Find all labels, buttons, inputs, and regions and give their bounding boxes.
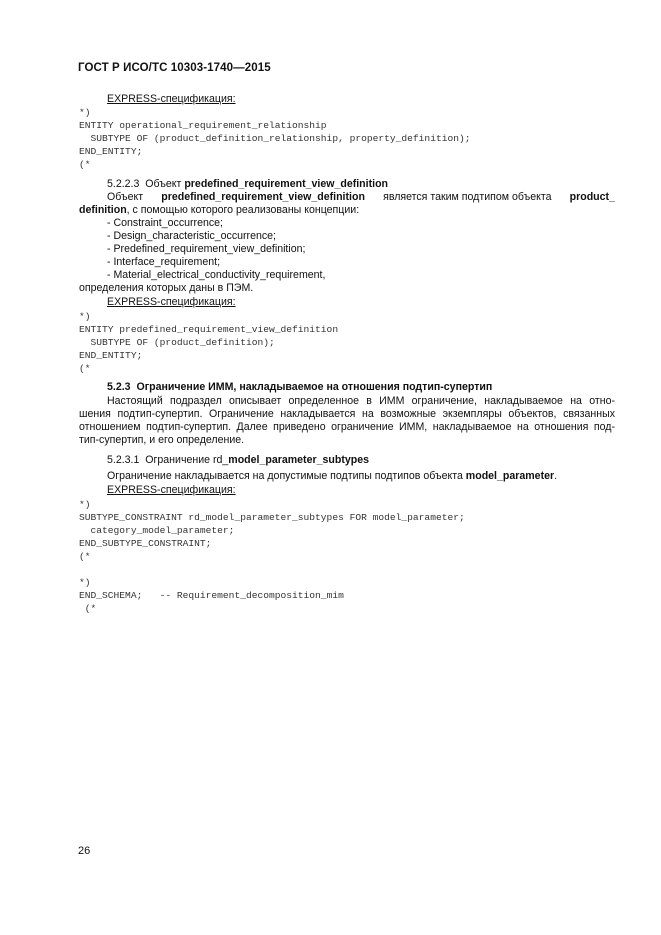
code-line: *) (79, 311, 91, 322)
section-heading-5231 (107, 454, 369, 467)
code-line: END_ENTITY; (79, 146, 143, 157)
paragraph-line: Настоящий подраздел описывает определенное в ИММ ограничение, накладываемое на отно- (107, 395, 615, 407)
paragraph-line (107, 191, 615, 204)
text-run: . (554, 470, 558, 482)
entity-name: model_parameter (465, 470, 555, 482)
code-line: END_SCHEMA; -- Requirement_decomposition_mim (79, 590, 344, 601)
code-line: *) (79, 577, 91, 588)
entity-name: predefined_requirement_view_definition (184, 178, 389, 190)
paragraph-line (107, 470, 557, 483)
section-heading-5223 (107, 178, 388, 191)
entity-name: definition (79, 204, 127, 216)
text-run: является таким подтипом объекта (383, 191, 552, 203)
paragraph-line (79, 204, 359, 217)
document-header: ГОСТ Р ИСО/ТС 10303-1740—2015 (78, 62, 271, 74)
paragraph-line: определения которых даны в ПЭМ. (79, 282, 254, 294)
code-line: SUBTYPE OF (product_definition); (79, 337, 275, 348)
text-run: , с помощью которого реализованы концепции: (126, 204, 360, 216)
code-line: *) (79, 499, 91, 510)
section-number: 5.2.3.1 (107, 454, 140, 466)
express-spec-label: EXPRESS-спецификация: (107, 296, 236, 308)
entity-name: product_ (569, 191, 615, 203)
list-item: - Predefined_requirement_view_definition; (107, 243, 306, 255)
code-line: END_SUBTYPE_CONSTRAINT; (79, 538, 212, 549)
list-item: - Constraint_occurrence; (107, 217, 223, 229)
code-line: ENTITY predefined_requirement_view_definition (79, 324, 339, 335)
section-prefix: Ограничение rd_ (145, 454, 229, 466)
code-line: SUBTYPE OF (product_definition_relationship, property_definition); (79, 133, 471, 144)
express-spec-label: EXPRESS-спецификация: (107, 484, 236, 496)
section-heading-523: 5.2.3 Ограничение ИММ, накладываемое на отношения подтип-супертип (107, 381, 493, 393)
text-run: Ограничение накладывается на допустимые подтипы подтипов объекта (107, 470, 463, 482)
code-line: (* (79, 159, 91, 170)
section-number: 5.2.2.3 (107, 178, 140, 190)
code-line: END_ENTITY; (79, 350, 143, 361)
code-line: (* (79, 363, 91, 374)
entity-name: predefined_requirement_view_definition (161, 191, 365, 203)
text-run: Объект (107, 191, 144, 203)
constraint-name: model_parameter_subtypes (228, 454, 370, 466)
code-line: category_model_parameter; (79, 525, 235, 536)
list-item: - Material_electrical_conductivity_requirement, (107, 269, 326, 281)
code-line: (* (79, 551, 91, 562)
paragraph-line: тип-супертип, и его определение. (79, 434, 245, 446)
code-line: (* (79, 603, 97, 614)
list-item: - Design_characteristic_occurrence; (107, 230, 276, 242)
express-spec-label: EXPRESS-спецификация: (107, 93, 236, 105)
paragraph-line: шения подтип-супертип. Ограничение накладывается на возможные экземпляры объектов, связанных (79, 408, 615, 420)
code-line: *) (79, 107, 91, 118)
list-item: - Interface_requirement; (107, 256, 221, 268)
paragraph-line: отношением подтип-супертип. Далее приведено ограничение ИММ, накладываемое на отношения под- (79, 421, 615, 433)
code-line: ENTITY operational_requirement_relationship (79, 120, 327, 131)
page-number: 26 (78, 845, 91, 857)
code-line: SUBTYPE_CONSTRAINT rd_model_parameter_subtypes FOR model_parameter; (79, 512, 465, 523)
section-prefix: Объект (145, 178, 182, 190)
